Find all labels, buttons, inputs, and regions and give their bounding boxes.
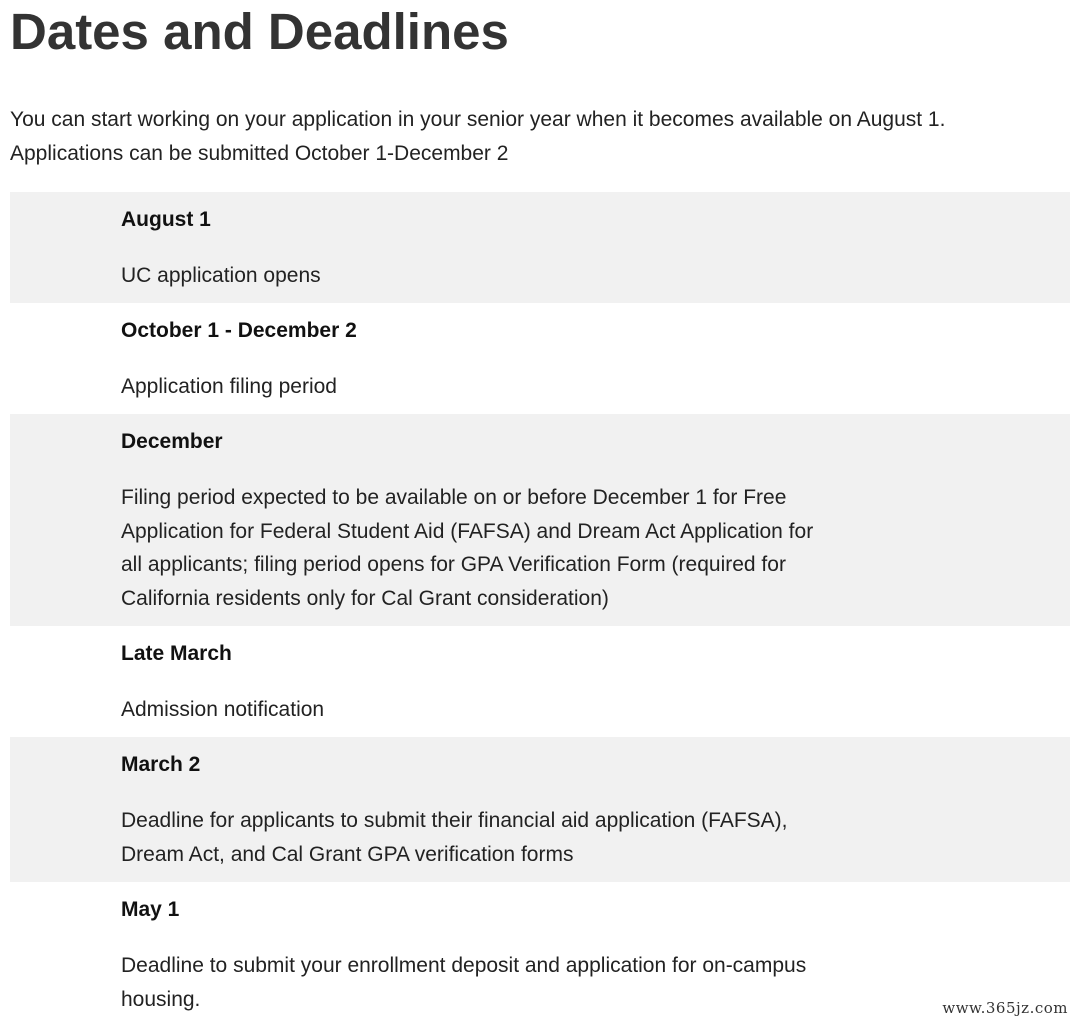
deadline-description: Admission notification	[121, 698, 325, 721]
deadline-description: Deadline to submit your enrollment deposit and application for on-campus housing.	[121, 954, 807, 1011]
deadline-date: Late March	[121, 642, 232, 665]
deadline-description: Filing period expected to be available on or before December 1 for Free Application for Federal Student Aid (FAFSA) and Dream Act Application for all applicants; filing period opens for GPA Verification Form (required for California residents only for Cal Grant consideration)	[121, 486, 814, 610]
deadline-item	[10, 414, 1070, 626]
deadline-date: August 1	[121, 208, 211, 231]
deadlines-list	[10, 192, 1070, 1027]
deadline-date: October 1 - December 2	[121, 319, 357, 342]
deadline-date: May 1	[121, 898, 180, 921]
deadline-description: Application filing period	[121, 375, 337, 398]
deadline-item	[10, 303, 1070, 414]
deadline-description: UC application opens	[121, 264, 321, 287]
page-title: Dates and Deadlines	[10, 3, 509, 60]
deadline-item	[10, 626, 1070, 737]
deadline-item	[10, 192, 1070, 303]
deadline-item	[10, 882, 1070, 1027]
deadline-date: December	[121, 430, 223, 453]
deadline-item	[10, 737, 1070, 882]
intro-line-1: You can start working on your application in your senior year when it becomes available on August 1.	[10, 108, 946, 131]
intro-text	[10, 103, 1070, 171]
watermark: www.365jz.com	[938, 999, 1072, 1017]
intro-line-2: Applications can be submitted October 1-December 2	[10, 142, 509, 165]
deadline-description: Deadline for applicants to submit their financial aid application (FAFSA), Dream Act, and Cal Grant GPA verification forms	[121, 809, 788, 866]
deadline-date: March 2	[121, 753, 201, 776]
